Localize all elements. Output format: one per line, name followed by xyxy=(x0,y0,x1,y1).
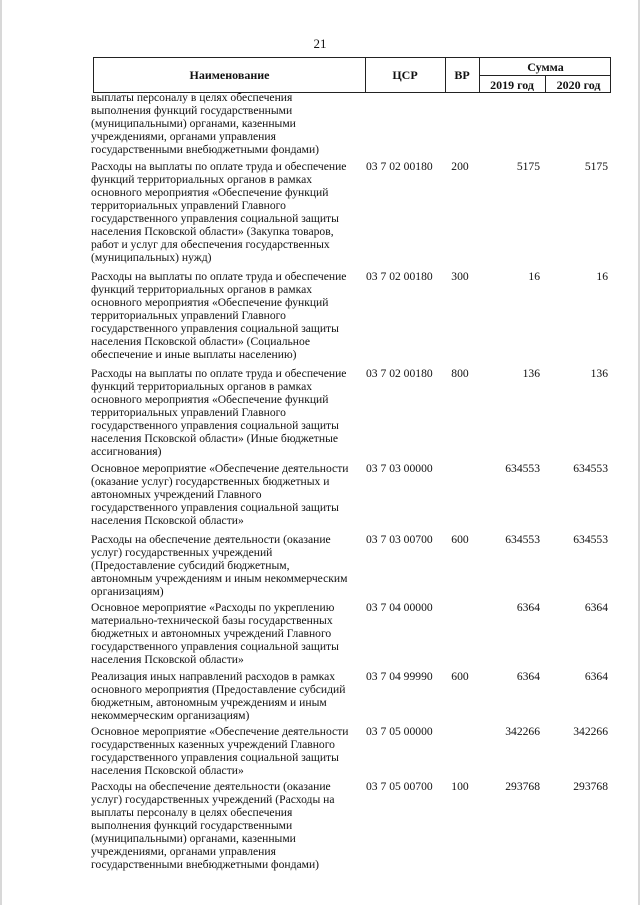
row-sum-2020: 6364 xyxy=(584,601,608,614)
row-code: 03 7 05 00700 xyxy=(366,780,433,793)
row-sum-2019: 293768 xyxy=(505,780,540,793)
row-name: Расходы на выплаты по оплате труда и обеспечение функций территориальных органов в рамках основного мероприятия «Обеспечение функций территориальных управлений Главного государственного управления социальной защиты населения Псковской области» (Социальное обеспечение и иные выплаты населению) xyxy=(91,270,347,361)
row-sum-2020: 136 xyxy=(590,367,608,380)
row-code: 03 7 02 00180 xyxy=(366,160,433,173)
header-name: Наименование xyxy=(189,68,270,82)
row-name: Расходы на обеспечение деятельности (оказание услуг) государственных учреждений (Предоставление субсидий бюджетным, автономным учреждениям и иным некоммерческим организациям) xyxy=(91,533,348,598)
row-sum-2020: 16 xyxy=(596,270,608,283)
page-number: 21 xyxy=(313,36,327,51)
row-sum-2020: 634553 xyxy=(573,462,608,475)
row-name: выплаты персоналу в целях обеспечения выполнения функций государственными (муниципальными) органами, казенными учреждениями, органами управления государственными внебюджетными фондами) xyxy=(91,91,320,156)
row-sum-2019: 136 xyxy=(522,367,540,380)
row-name: Основное мероприятие «Расходы по укреплению материально-технической базы государственных бюджетных и автономных учреждений Главного государственного управления социальной защиты населения Псковской области» xyxy=(91,601,339,666)
header-year-2019: 2019 год xyxy=(490,78,534,92)
row-code: 03 7 03 00700 xyxy=(366,533,433,546)
row-code: 03 7 03 00000 xyxy=(366,462,433,475)
row-vr: 800 xyxy=(451,367,469,380)
row-name: Расходы на выплаты по оплате труда и обеспечение функций территориальных органов в рамках основного мероприятия «Обеспечение функций территориальных управлений Главного государственного управления социальной защиты населения Псковской области» (Закупка товаров, работ и услуг для обеспечения государственных (муниципальных) нужд) xyxy=(91,160,347,264)
row-sum-2019: 6364 xyxy=(516,670,540,683)
row-sum-2020: 6364 xyxy=(584,670,608,683)
row-name: Расходы на обеспечение деятельности (оказание услуг) государственных учреждений (Расходы на выплаты персоналу в целях обеспечения выполнения функций государственными (муниципальными) органами, казенными учреждениями, органами управления государственными внебюджетными фондами) xyxy=(91,780,335,871)
row-sum-2020: 342266 xyxy=(573,725,608,738)
row-vr: 600 xyxy=(451,533,469,546)
header-vr: ВР xyxy=(454,68,470,82)
row-code: 03 7 05 00000 xyxy=(366,725,433,738)
header-code: ЦСР xyxy=(392,68,418,82)
row-vr: 300 xyxy=(451,270,469,283)
row-sum-2019: 6364 xyxy=(516,601,540,614)
row-code: 03 7 02 00180 xyxy=(366,367,433,380)
header-sum: Сумма xyxy=(527,60,564,74)
header-divider xyxy=(479,75,610,76)
row-sum-2019: 5175 xyxy=(516,160,540,173)
row-sum-2019: 634553 xyxy=(505,533,540,546)
header-year-2020: 2020 год xyxy=(556,78,601,92)
row-sum-2020: 634553 xyxy=(573,533,608,546)
row-vr: 600 xyxy=(451,670,469,683)
row-code: 03 7 04 00000 xyxy=(366,601,433,614)
row-sum-2020: 293768 xyxy=(573,780,608,793)
row-name: Основное мероприятие «Обеспечение деятельности государственных казенных учреждений Главного государственного управления социальной защиты населения Псковской области» xyxy=(91,725,349,777)
row-sum-2019: 16 xyxy=(528,270,540,283)
row-sum-2019: 342266 xyxy=(505,725,540,738)
row-name: Реализация иных направлений расходов в рамках основного мероприятия (Предоставление субсидий бюджетным, автономным учреждениям и иным некоммерческим организациям) xyxy=(91,670,346,722)
scan-edge-left xyxy=(0,0,2,905)
row-name: Основное мероприятие «Обеспечение деятельности (оказание услуг) государственных бюджетных и автономных учреждений Главного государственного управления социальной защиты населения Псковской области» xyxy=(91,462,349,527)
table-header xyxy=(93,57,611,93)
row-code: 03 7 04 99990 xyxy=(366,670,433,683)
row-vr: 200 xyxy=(451,160,469,173)
row-code: 03 7 02 00180 xyxy=(366,270,433,283)
row-vr: 100 xyxy=(451,780,469,793)
row-sum-2020: 5175 xyxy=(584,160,608,173)
row-name: Расходы на выплаты по оплате труда и обеспечение функций территориальных органов в рамках основного мероприятия «Обеспечение функций территориальных управлений Главного государственного управления социальной защиты населения Псковской области» (Иные бюджетные ассигнования) xyxy=(91,367,347,458)
row-sum-2019: 634553 xyxy=(505,462,540,475)
